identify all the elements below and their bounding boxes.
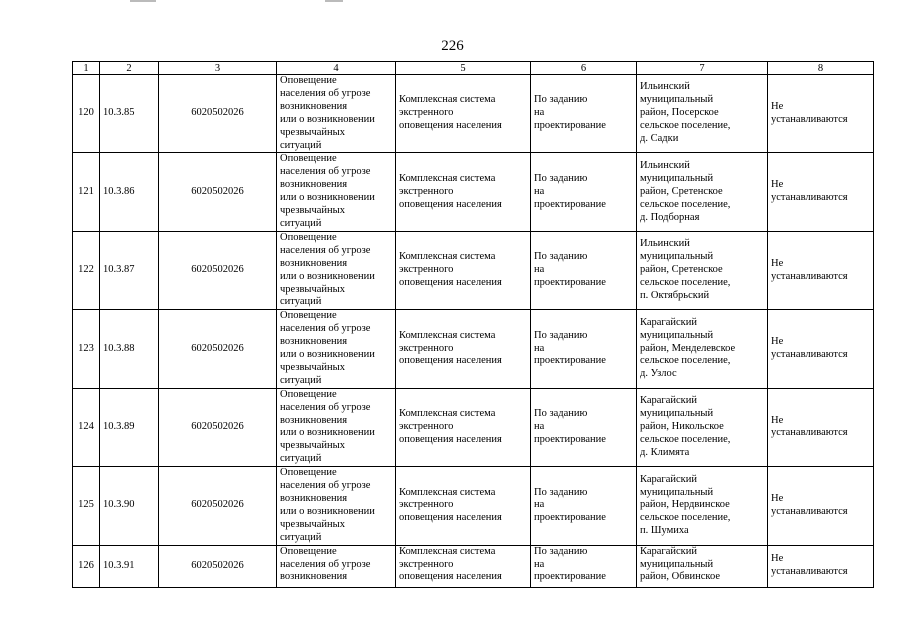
object-code: 10.3.85 [100, 75, 159, 153]
scan-artifact [130, 0, 156, 2]
page-number: 226 [441, 38, 464, 54]
okato-code: 6020502026 [159, 75, 277, 153]
table-row [73, 75, 874, 153]
column-number: 3 [159, 62, 277, 75]
object-state: По заданию на проектирование [531, 310, 637, 388]
zone-status: Не устанавливаются [768, 467, 874, 545]
column-number: 5 [396, 62, 531, 75]
object-location: Ильинский муниципальный район, Сретенское сельское поселение, п. Октябрьский [637, 231, 768, 309]
zone-status: Не устанавливаются [768, 75, 874, 153]
zone-status: Не устанавливаются [768, 310, 874, 388]
column-number: 1 [73, 62, 100, 75]
object-purpose: Оповещение населения об угрозе возникновения или о возникновении чрезвычайных ситуаций [277, 153, 396, 231]
object-purpose: Оповещение населения об угрозе возникновения или о возникновении чрезвычайных ситуаций [277, 310, 396, 388]
object-system: Комплексная система экстренного оповещения населения [396, 545, 531, 587]
object-location: Карагайский муниципальный район, Менделевское сельское поселение, д. Узлос [637, 310, 768, 388]
okato-code: 6020502026 [159, 231, 277, 309]
register-table [72, 61, 874, 588]
okato-code: 6020502026 [159, 545, 277, 587]
object-purpose: Оповещение населения об угрозе возникновения или о возникновении чрезвычайных ситуаций [277, 467, 396, 545]
object-code: 10.3.91 [100, 545, 159, 587]
column-number: 8 [768, 62, 874, 75]
scan-artifact [325, 0, 343, 2]
object-location: Карагайский муниципальный район, Обвинское [637, 545, 768, 587]
zone-status: Не устанавливаются [768, 153, 874, 231]
object-system: Комплексная система экстренного оповещения населения [396, 310, 531, 388]
table-row [73, 388, 874, 466]
object-purpose: Оповещение населения об угрозе возникновения или о возникновении чрезвычайных ситуаций [277, 231, 396, 309]
object-code: 10.3.88 [100, 310, 159, 388]
column-number: 6 [531, 62, 637, 75]
row-number: 121 [73, 153, 100, 231]
object-purpose: Оповещение населения об угрозе возникновения или о возникновении чрезвычайных ситуаций [277, 388, 396, 466]
column-number: 4 [277, 62, 396, 75]
object-code: 10.3.89 [100, 388, 159, 466]
object-state: По заданию на проектирование [531, 231, 637, 309]
object-code: 10.3.87 [100, 231, 159, 309]
object-location: Карагайский муниципальный район, Никольское сельское поселение, д. Климята [637, 388, 768, 466]
object-state: По заданию на проектирование [531, 388, 637, 466]
row-number: 122 [73, 231, 100, 309]
row-number: 125 [73, 467, 100, 545]
okato-code: 6020502026 [159, 467, 277, 545]
object-location: Ильинский муниципальный район, Сретенское сельское поселение, д. Подборная [637, 153, 768, 231]
object-code: 10.3.86 [100, 153, 159, 231]
zone-status: Не устанавливаются [768, 388, 874, 466]
object-system: Комплексная система экстренного оповещения населения [396, 153, 531, 231]
zone-status: Не устанавливаются [768, 545, 874, 587]
object-location: Карагайский муниципальный район, Нердвинское сельское поселение, п. Шумиха [637, 467, 768, 545]
table-row [73, 231, 874, 309]
object-code: 10.3.90 [100, 467, 159, 545]
column-number: 7 [637, 62, 768, 75]
object-system: Комплексная система экстренного оповещения населения [396, 467, 531, 545]
okato-code: 6020502026 [159, 153, 277, 231]
column-number-row [73, 62, 874, 75]
column-number: 2 [100, 62, 159, 75]
table-row [73, 467, 874, 545]
okato-code: 6020502026 [159, 388, 277, 466]
row-number: 126 [73, 545, 100, 587]
okato-code: 6020502026 [159, 310, 277, 388]
object-system: Комплексная система экстренного оповещения населения [396, 388, 531, 466]
object-system: Комплексная система экстренного оповещения населения [396, 75, 531, 153]
object-system: Комплексная система экстренного оповещения населения [396, 231, 531, 309]
table-row [73, 310, 874, 388]
table-row [73, 153, 874, 231]
row-number: 123 [73, 310, 100, 388]
row-number: 124 [73, 388, 100, 466]
object-purpose: Оповещение населения об угрозе возникновения [277, 545, 396, 587]
object-state: По заданию на проектирование [531, 545, 637, 587]
zone-status: Не устанавливаются [768, 231, 874, 309]
table-row [73, 545, 874, 587]
object-state: По заданию на проектирование [531, 467, 637, 545]
object-state: По заданию на проектирование [531, 153, 637, 231]
object-location: Ильинский муниципальный район, Посерское сельское поселение, д. Садки [637, 75, 768, 153]
row-number: 120 [73, 75, 100, 153]
object-state: По заданию на проектирование [531, 75, 637, 153]
object-purpose: Оповещение населения об угрозе возникновения или о возникновении чрезвычайных ситуаций [277, 75, 396, 153]
